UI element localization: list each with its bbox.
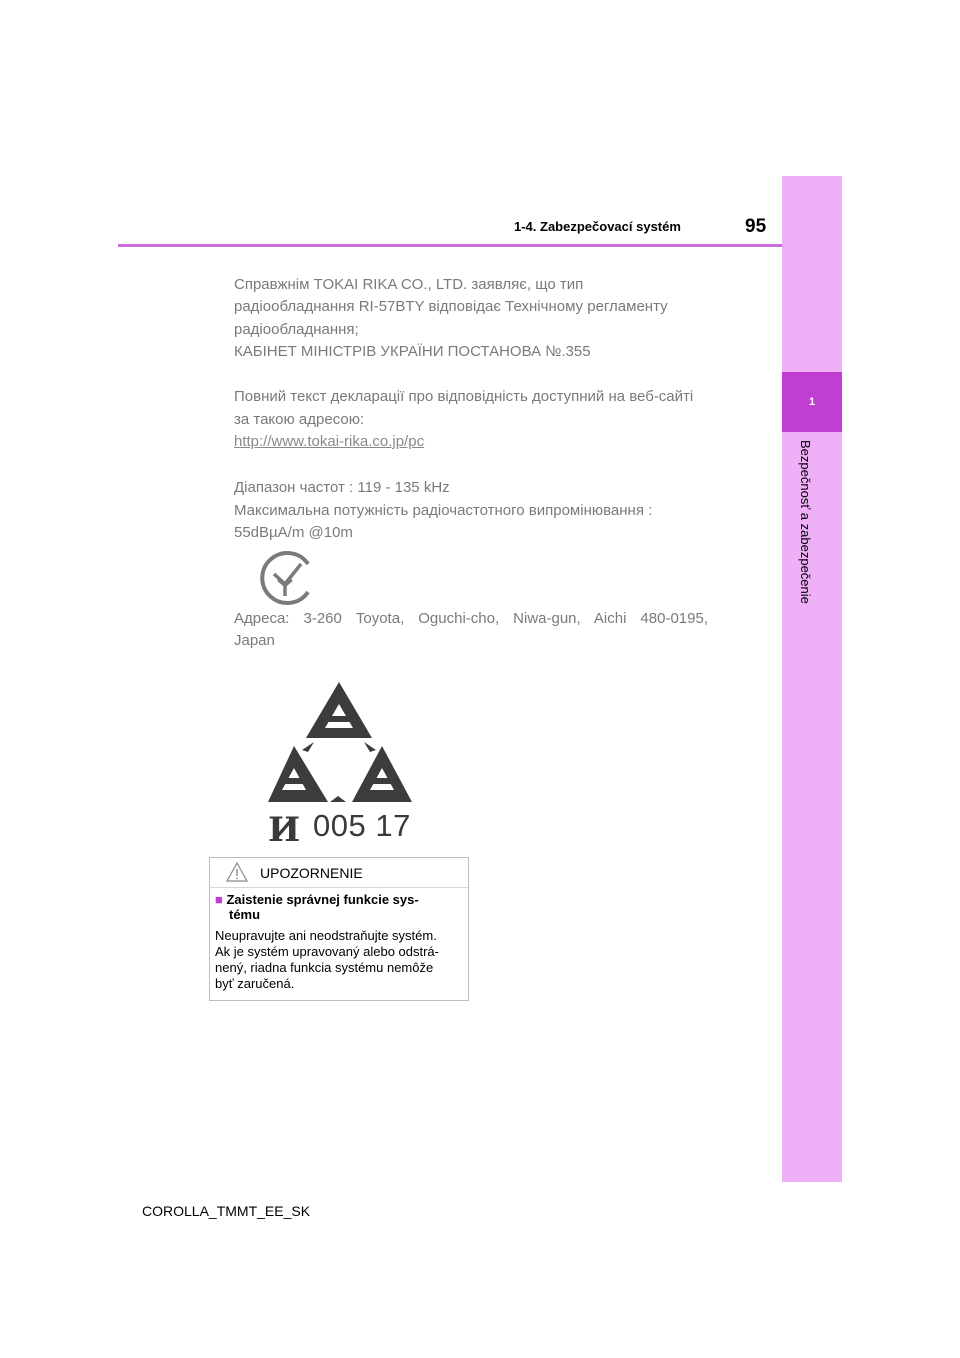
- warning-header: [210, 858, 468, 888]
- eac-letter: И: [268, 810, 301, 850]
- declaration-line-1: Справжнім TOKAI RIKA CO., LTD. заявляє, що тип: [234, 276, 584, 293]
- recycling-triangle-mark-icon: [262, 678, 418, 810]
- warning-body: [215, 928, 465, 992]
- subtitle-marker: ■: [215, 892, 223, 907]
- declaration-line-2: радіообладнання RI-57BTY відповідає Технічному регламенту: [234, 298, 668, 315]
- section-title: 1-4. Zabezpečovací systém: [514, 219, 681, 234]
- warning-body-line-4: byť zaručená.: [215, 976, 295, 991]
- warning-body-line-2: Ak je systém upravovaný alebo odstrá-: [215, 944, 439, 959]
- declaration-line-6: за такою адресою:: [234, 411, 365, 428]
- warning-subtitle-line-2: tému: [229, 907, 261, 922]
- declaration-line-3: радіообладнання;: [234, 321, 359, 338]
- declaration-link[interactable]: http://www.tokai-rika.co.jp/pc: [234, 433, 425, 450]
- max-power-line-1: Максимальна потужність радіочастотного випромінювання :: [234, 502, 653, 519]
- eac-number: 005 17: [313, 808, 411, 843]
- warning-body-line-1: Neupravujte ani neodstraňujte systém.: [215, 928, 437, 943]
- warning-subtitle: [215, 892, 463, 922]
- warning-label: UPOZORNENIE: [260, 865, 363, 881]
- warning-triangle-icon: [225, 861, 249, 883]
- warning-subtitle-line-1: Zaistenie správnej funkcie sys-: [226, 892, 419, 907]
- declaration-line-5: Повний текст декларації про відповідність доступний на веб-сайті: [234, 388, 694, 405]
- chapter-title-vertical: Bezpečnosť a zabezpečenie: [798, 440, 813, 604]
- frequency-range: Діапазон частот : 119 - 135 kHz: [234, 479, 450, 496]
- declaration-line-4: КАБІНЕТ МІНІСТРІВ УКРАЇНИ ПОСТАНОВА №.355: [234, 343, 591, 360]
- chapter-number-badge: 1: [782, 372, 842, 432]
- ukraine-conformity-mark-icon: [256, 550, 312, 606]
- chapter-side-tab: [782, 176, 842, 1182]
- warning-body-line-3: nený, riadna funkcia systému nemôže: [215, 960, 434, 975]
- address-line-1: Адреса: 3-260 Toyota, Oguchi-cho, Niwa-gun, Aichi 480-0195,: [234, 610, 708, 627]
- document-code: COROLLA_TMMT_EE_SK: [142, 1203, 311, 1219]
- page-number: 95: [745, 216, 767, 237]
- max-power-line-2: 55dBµA/m @10m: [234, 524, 353, 541]
- address-line-2: Japan: [234, 632, 275, 649]
- warning-box: [209, 857, 469, 1001]
- header-divider: [118, 244, 782, 247]
